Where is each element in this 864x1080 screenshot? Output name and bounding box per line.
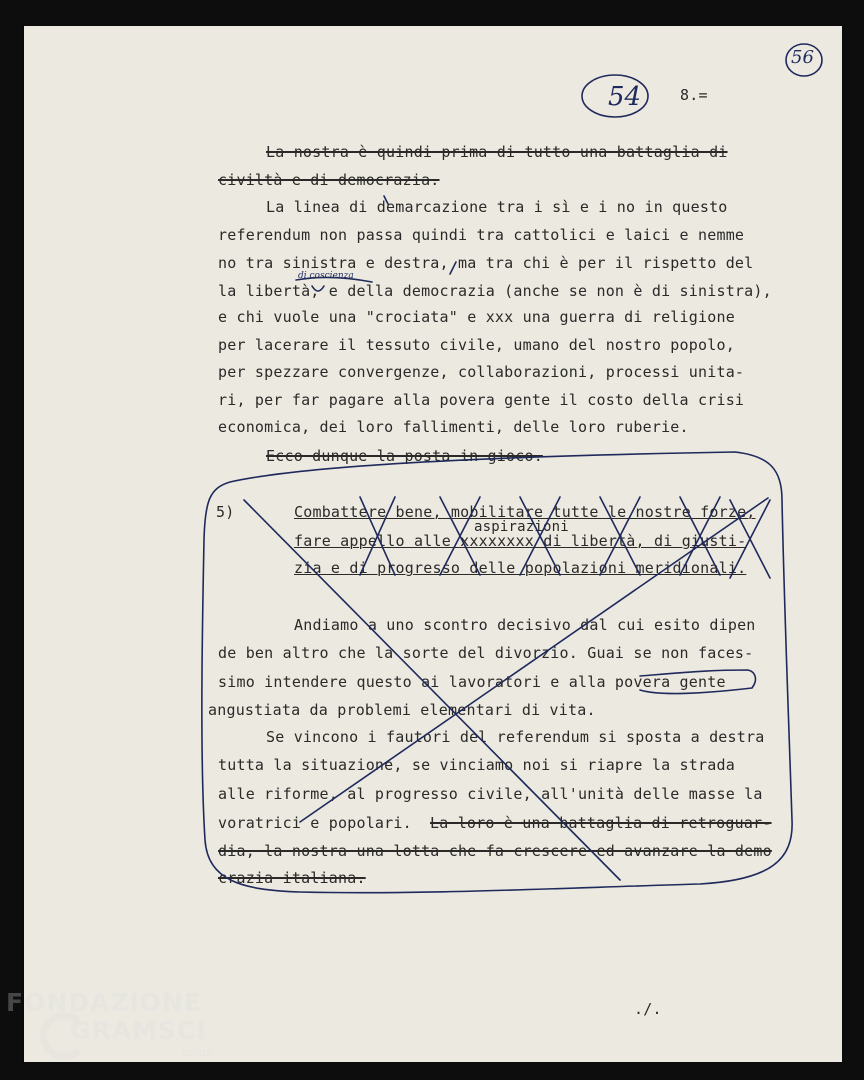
section-number: 5) xyxy=(216,503,235,521)
watermark-line-2: GRAMSCI xyxy=(70,1016,207,1045)
main-paragraph-line: per lacerare il tessuto civile, umano del nostro popolo, xyxy=(218,336,735,354)
circled-page-number: 54 xyxy=(608,82,642,112)
interlinear-insert: di coscienza xyxy=(298,271,354,281)
crossed-block-line: Andiamo a uno scontro decisivo dal cui esito dipen xyxy=(294,616,756,634)
crossed-block-struck-line: dia, la nostra una lotta che fa crescere ed avanzare la demo xyxy=(218,842,772,860)
crossed-block-line: de ben altro che la sorte del divorzio. Guai se non faces- xyxy=(218,644,754,662)
main-paragraph-line: La linea di demarcazione tra i sì e i no in questo xyxy=(266,198,728,216)
crossed-block-line: simo intendere questo ai lavoratori e alla povera gente xyxy=(218,673,726,691)
watermark-sub: onlus xyxy=(182,1046,212,1059)
struck-close-line: Ecco dunque la posta in gioco. xyxy=(266,447,543,465)
main-paragraph-line: per spezzare convergenze, collaborazioni, processi unita- xyxy=(218,363,745,381)
crossed-block-line: Se vincono i fautori del referendum si sposta a destra xyxy=(266,728,765,746)
main-paragraph-line: la libertà, e della democrazia (anche se non è di sinistra), xyxy=(218,282,772,300)
crossed-block-struck-line: crazia italiana. xyxy=(218,869,366,887)
main-paragraph-line: e chi vuole una "crociata" e xxx una guerra di religione xyxy=(218,308,735,326)
watermark xyxy=(6,988,216,1072)
crossed-block-line: angustiata da problemi elementari di vita. xyxy=(208,701,596,719)
struck-intro-line-1: La nostra è quindi prima di tutto una battaglia di xyxy=(266,143,728,161)
crossed-block-line: voratrici e popolari. xyxy=(218,814,412,832)
section5-line: fare appello alle xxxxxxxx di libertà, di giusti- xyxy=(294,532,747,550)
page-number: 8.= xyxy=(680,86,708,104)
continuation-mark: ./. xyxy=(634,1000,662,1018)
top-right-page-number: 56 xyxy=(791,47,814,68)
crossed-block-line: alle riforme, al progresso civile, all'unità delle masse la xyxy=(218,785,763,803)
struck-intro-line-2: civiltà e di democrazia. xyxy=(218,171,440,189)
crossed-block-struck-line: La loro è una battaglia di retroguar- xyxy=(430,814,772,832)
main-paragraph-line: referendum non passa quindi tra cattolici e laici e nemme xyxy=(218,226,745,244)
main-paragraph-line: economica, dei loro fallimenti, delle loro ruberie. xyxy=(218,418,689,436)
section5-line: Combattere bene, mobilitare tutte le nostre forze, xyxy=(294,503,756,521)
section5-line: zia e di progresso delle popolazioni meridionali. xyxy=(294,559,747,577)
main-paragraph-line: no tra sinistra e destra, ma tra chi è per il rispetto del xyxy=(218,254,754,272)
crossed-block-line: tutta la situazione, se vinciamo noi si riapre la strada xyxy=(218,756,735,774)
insert-above-word: aspirazioni xyxy=(474,519,569,535)
main-paragraph-line: ri, per far pagare alla povera gente il costo della crisi xyxy=(218,391,745,409)
watermark-line-1: FONDAZIONE xyxy=(6,988,203,1017)
